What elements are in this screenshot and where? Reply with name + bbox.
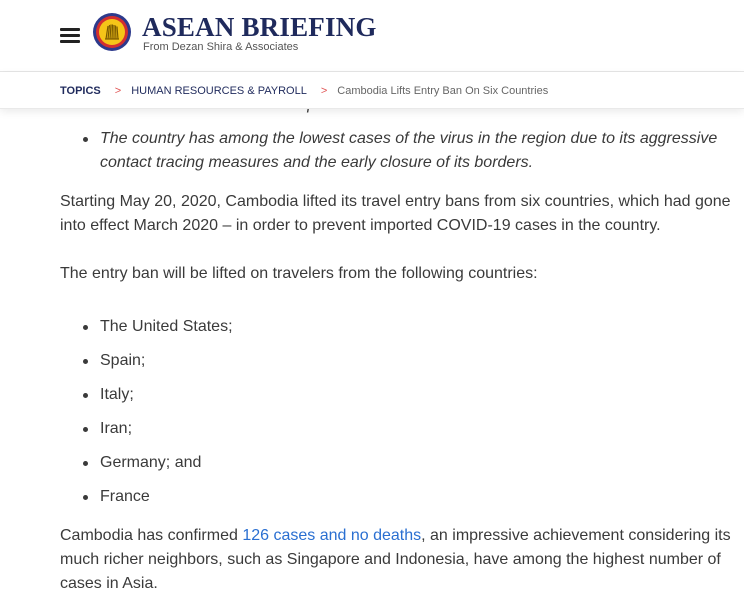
hamburger-menu-icon[interactable] [60,26,82,44]
list-item: France [100,485,233,519]
logo-subtitle: From Dezan Shira & Associates [143,41,299,53]
breadcrumb [60,84,548,98]
paragraph-confirmed-cases [60,524,740,596]
site-header [0,0,744,72]
cases-link[interactable]: 126 cases and no deaths [242,527,422,544]
breadcrumb-hr-payroll[interactable]: HUMAN RESOURCES & PAYROLL [131,85,307,97]
breadcrumb-bar [0,72,744,109]
list-item: Iran; [100,417,233,451]
paragraph-entry-lifted: The entry ban will be lifted on travelers from the following countries: [60,265,538,282]
site-logo[interactable] [92,12,377,56]
bullet-lowest-cases: The country has among the lowest cases of the virus in the region due to its aggressive contact tracing measures and the early closure of its borders. [100,127,730,175]
asean-emblem-icon [92,12,132,52]
list-item: The United States; [100,315,233,349]
paragraph-text-end: , an impressive achievement considering its much richer neighbors, such as Singapore and Indonesia, have among the highest number of cases in Asia. [60,527,731,592]
list-item: Italy; [100,383,233,417]
list-item: Germany; and [100,451,233,485]
breadcrumb-topics[interactable]: TOPICS [60,85,101,97]
list-item: Spain; [100,349,233,383]
country-list [100,315,233,519]
logo-title: ASEAN BRIEFING [142,12,377,42]
breadcrumb-separator: > [114,85,122,97]
paragraph-text-start: Cambodia has confirmed [60,527,243,544]
breadcrumb-separator: > [320,85,328,97]
breadcrumb-current-page: Cambodia Lifts Entry Ban On Six Countries [337,85,549,97]
paragraph-entry-bans: Starting May 20, 2020, Cambodia lifted its travel entry bans from six countries, which had gone into effect March 2020 – in order to prevent imported COVID-19 cases in the country. [60,193,731,234]
